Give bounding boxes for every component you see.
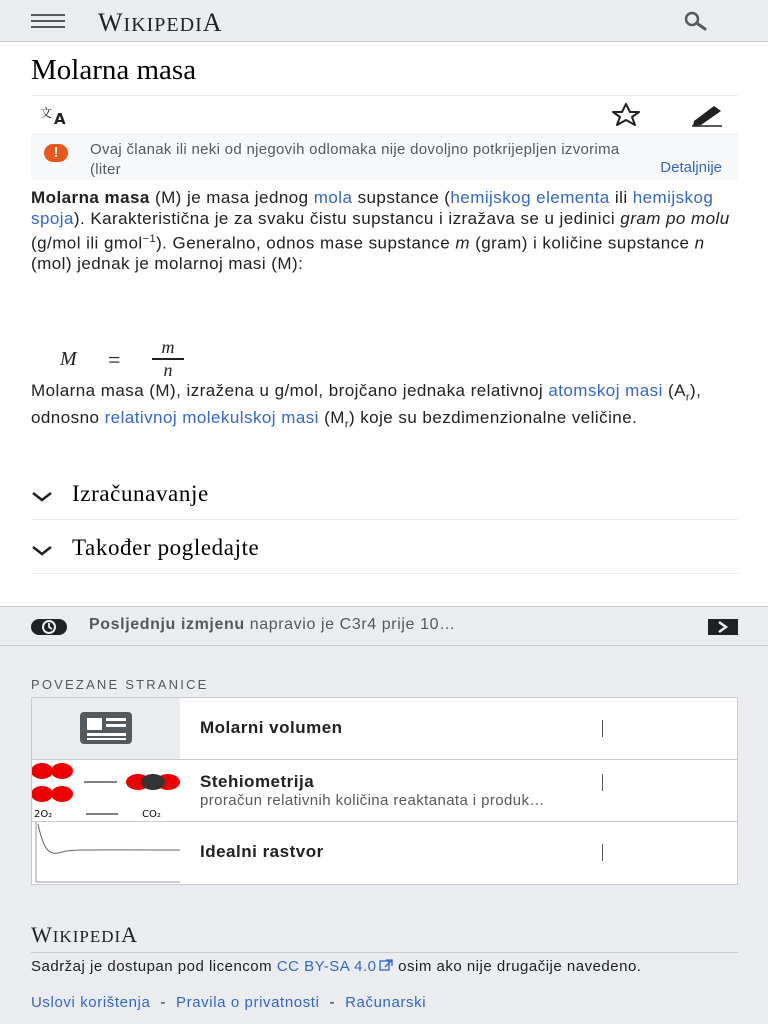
chevron-down-icon (31, 490, 53, 504)
related-item-title: Idealni rastvor (200, 842, 324, 861)
footer-link-privacy[interactable]: Pravila o privatnosti (176, 994, 320, 1011)
article-paragraph-1: Molarna masa (M) je masa jednog mola supstance (hemijskog elementa ili hemijskog spoja). Karakteristična je za svaku čistu supstancu i izražava se u jedinici gram po molu (g/mol ili gmol$^{-1}$). Generalno, odnos mase supstance m (gram) i količine supstance n (mol) jednak je molarnoj masi (M): (31, 188, 730, 274)
last-modified-bar[interactable] (0, 606, 768, 646)
warning-icon: ! (44, 144, 68, 162)
notice-details-link[interactable]: Detaljnije (660, 159, 722, 176)
edit-icon[interactable] (688, 101, 726, 127)
related-item-title: Stehiometrija (200, 772, 315, 791)
section-title: Izračunavanje (72, 481, 209, 506)
stoichiometry-thumbnail (32, 760, 180, 821)
link-molekulska-masa[interactable]: relativnoj molekulskoj masi (104, 407, 319, 427)
svg-text:2O₂: 2O₂ (34, 809, 53, 820)
related-item-stehiometrija[interactable] (32, 760, 737, 822)
issues-notice[interactable] (31, 134, 738, 180)
svg-text:文: 文 (40, 106, 53, 120)
chevron-down-icon (31, 544, 53, 558)
menu-icon[interactable] (31, 14, 65, 28)
related-pages-list (31, 697, 738, 885)
section-takoder-pogledajte[interactable] (31, 530, 738, 574)
history-icon (30, 617, 68, 637)
wikipedia-wordmark[interactable]: WIKIPEDIA (98, 8, 223, 37)
section-izracunavanje[interactable] (31, 476, 738, 520)
search-icon[interactable] (680, 10, 710, 32)
external-link-icon (379, 959, 393, 971)
lead-bold-term: Molarna masa (31, 188, 150, 207)
footer-link-desktop[interactable]: Računarski (345, 994, 427, 1011)
notice-text: Ovaj članak ili neki od njegovih odlomaka nije dovoljno potkrijepljen izvorima (liter (90, 141, 620, 178)
title-divider (31, 95, 738, 96)
article-icon (32, 698, 180, 759)
language-icon[interactable] (40, 104, 80, 126)
link-hemijski-spoj[interactable]: hemijskog spoja (31, 188, 714, 228)
svg-text:A: A (54, 110, 66, 126)
related-item-idealni-rastvor[interactable] (32, 822, 737, 884)
page-title: Molarna masa (31, 54, 197, 86)
related-item-molarni-volumen[interactable] (32, 698, 737, 760)
link-atomska-masa[interactable]: atomskoj masi (548, 381, 663, 400)
link-mola[interactable]: mola (313, 188, 353, 207)
svg-text:CO₂: CO₂ (142, 809, 161, 820)
last-modified-text: Posljednju izmjenu napravio je C3r4 prije 10… (89, 616, 456, 633)
section-title: Također pogledajte (72, 535, 260, 560)
top-header (0, 0, 768, 42)
link-hemijski-element[interactable]: hemijskog elementa (450, 188, 610, 207)
related-pages-heading: POVEZANE STRANICE (31, 677, 209, 692)
article-thumbnail (32, 698, 180, 759)
related-item-title: Molarni volumen (200, 718, 343, 737)
footer-link-terms[interactable]: Uslovi korištenja (31, 994, 151, 1011)
footer-wordmark: WIKIPEDIA (31, 922, 139, 947)
related-item-description: proračun relativnih količina reaktanata i produk… (200, 792, 545, 809)
license-text: Sadržaj je dostupan pod licencom CC BY-SA 4.0 osim ako nije drugačije navedeno. (31, 958, 642, 975)
arrow-right-icon (708, 619, 738, 635)
footer-links: Uslovi korištenja - Pravila o privatnosti - Računarski (31, 994, 427, 1011)
license-link[interactable]: CC BY-SA 4.0 (276, 958, 377, 975)
fraction: m n (152, 338, 184, 378)
article-paragraph-2: Molarna masa (M), izražena u g/mol, brojčano jednaka relativnoj atomskoj masi $(A_r)$, odnosno relativnoj molekulskoj masi $(M_r)$ koje su bezdimenzionalne veličine. (31, 381, 702, 431)
star-icon[interactable] (608, 102, 644, 126)
graph-thumbnail (32, 822, 180, 884)
